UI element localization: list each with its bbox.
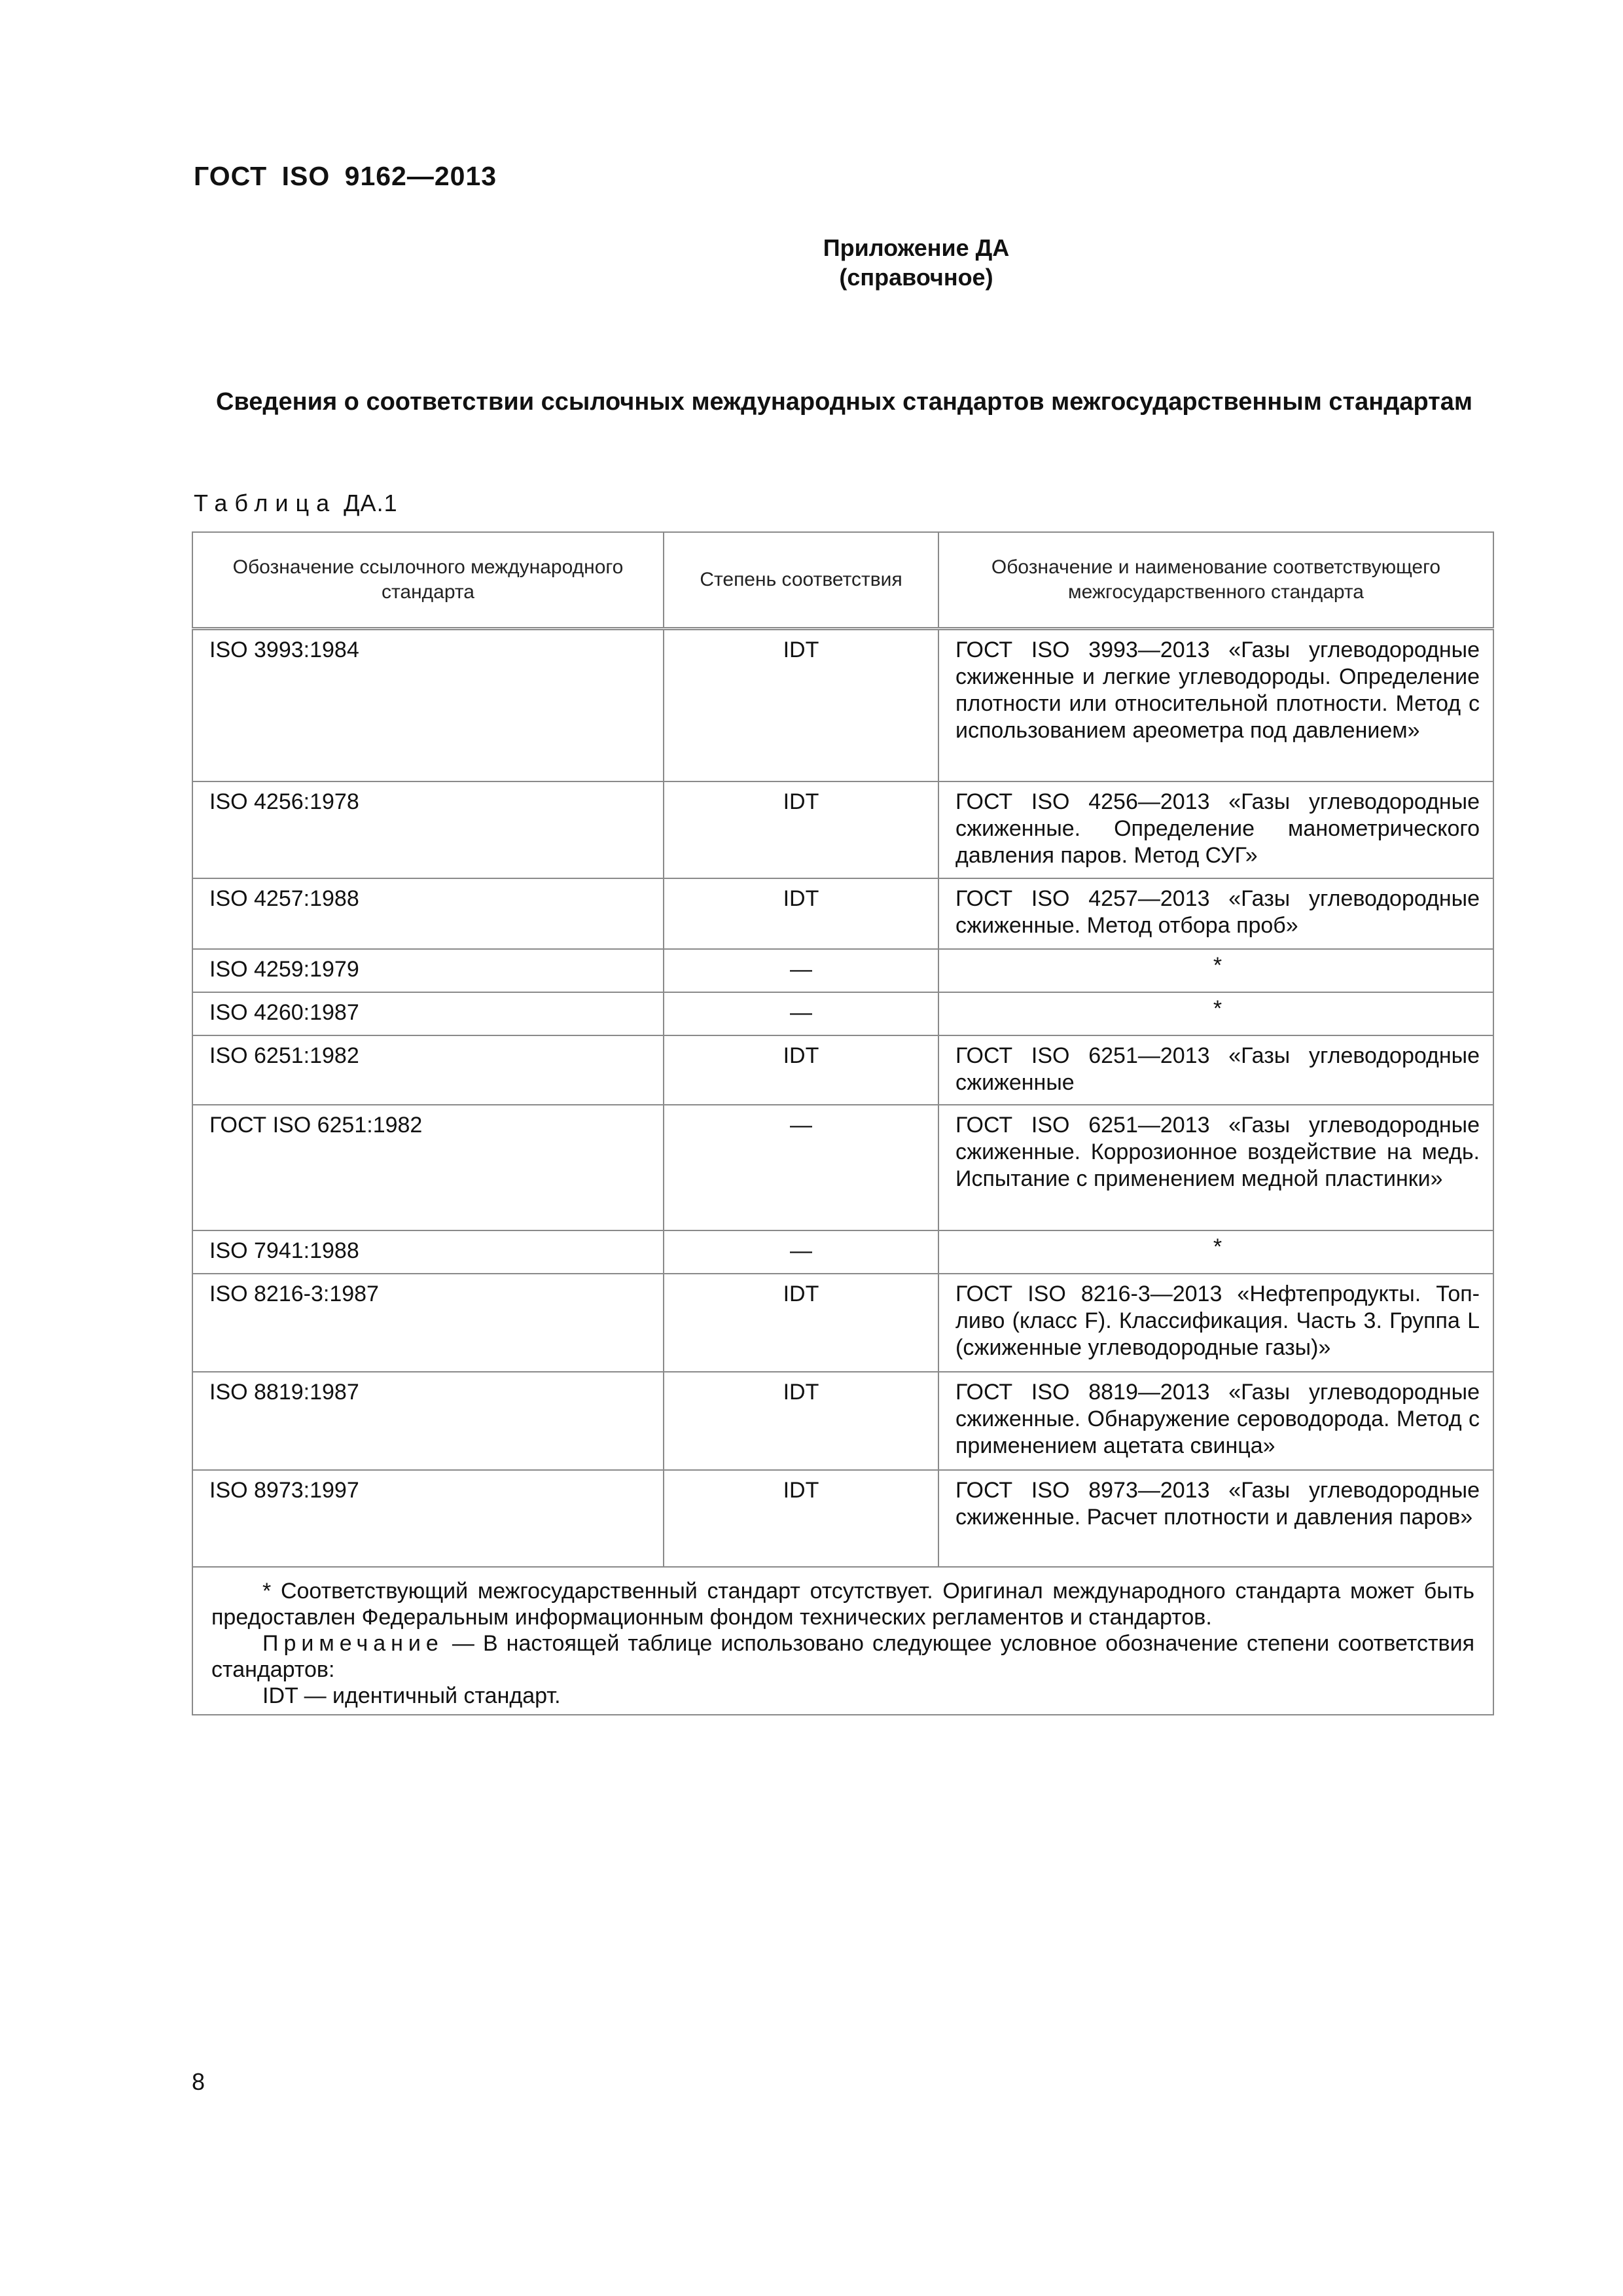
- reference-cell: ISO 7941:1988: [192, 1230, 664, 1274]
- column-header-degree: Степень соответствия: [664, 532, 938, 629]
- note-label: Примечание: [262, 1630, 444, 1656]
- table-header-row: [192, 532, 1493, 629]
- standard-name-cell: *: [938, 1230, 1493, 1274]
- table-row: [192, 629, 1493, 781]
- degree-cell: —: [664, 1230, 938, 1274]
- table-row: [192, 1035, 1493, 1105]
- standard-name-cell: ГОСТ ISO 6251—2013 «Газы углеводородные сжиженные. Коррозионное воздействие на медь. Испытание с применением медной пластинки»: [938, 1105, 1493, 1230]
- table-note: [211, 1630, 1474, 1683]
- table-notes-row: [192, 1567, 1493, 1715]
- degree-cell: IDT: [664, 629, 938, 781]
- reference-cell: ISO 8819:1987: [192, 1372, 664, 1470]
- reference-cell: ГОСТ ISO 6251:1982: [192, 1105, 664, 1230]
- degree-cell: —: [664, 992, 938, 1035]
- document-code: ГОСТ ISO 9162—2013: [194, 161, 497, 191]
- reference-cell: ISO 3993:1984: [192, 629, 664, 781]
- table-row: [192, 1274, 1493, 1372]
- standard-name-cell: ГОСТ ISO 6251—2013 «Газы углеводородные сжиженные: [938, 1035, 1493, 1105]
- reference-cell: ISO 4256:1978: [192, 781, 664, 878]
- standard-name-cell: *: [938, 992, 1493, 1035]
- standard-name-cell: ГОСТ ISO 8819—2013 «Газы углеводородные сжиженные. Обнаружение сероводорода. Метод с применением ацетата свинца»: [938, 1372, 1493, 1470]
- table-caption: [194, 490, 398, 517]
- standard-name-cell: ГОСТ ISO 3993—2013 «Газы углеводородные сжиженные и легкие углеводороды. Определение плотности или относительной плотности. Метод с использованием ареометра под давлением»: [938, 629, 1493, 781]
- reference-cell: ISO 8973:1997: [192, 1470, 664, 1567]
- table-row: [192, 1105, 1493, 1230]
- appendix-type: (справочное): [839, 264, 993, 291]
- reference-cell: ISO 4259:1979: [192, 949, 664, 992]
- table-row: [192, 781, 1493, 878]
- reference-cell: ISO 4257:1988: [192, 878, 664, 949]
- degree-cell: IDT: [664, 1035, 938, 1105]
- table-caption-word: Таблица: [194, 490, 337, 516]
- appendix-title: Приложение ДА: [823, 234, 1010, 261]
- table-notes: [192, 1567, 1493, 1715]
- degree-cell: IDT: [664, 1470, 938, 1567]
- standard-name-cell: ГОСТ ISO 4257—2013 «Газы углеводородные сжиженные. Метод отбора проб»: [938, 878, 1493, 949]
- section-title: Сведения о соответствии ссылочных международных стандартов межгосударственным стандартам: [215, 388, 1473, 416]
- table-row: [192, 992, 1493, 1035]
- reference-cell: ISO 4260:1987: [192, 992, 664, 1035]
- reference-cell: ISO 8216-3:1987: [192, 1274, 664, 1372]
- degree-cell: IDT: [664, 781, 938, 878]
- note-text: — В настоящей таблице использовано следующее условное обозначение степени соответствия стандартов:: [211, 1630, 1474, 1682]
- standard-name-cell: ГОСТ ISO 8973—2013 «Газы углеводородные сжиженные. Расчет плотности и давления паров»: [938, 1470, 1493, 1567]
- standard-name-cell: *: [938, 949, 1493, 992]
- standard-name-cell: ГОСТ ISO 8216-3—2013 «Нефтепродукты. Топливо (класс F). Классификация. Часть 3. Группа L (сжиженные углеводородные газы)»: [938, 1274, 1493, 1372]
- degree-cell: —: [664, 1105, 938, 1230]
- page-number: 8: [192, 2068, 205, 2095]
- column-header-interstate-standard: Обозначение и наименование соответствующего межгосударственного стандарта: [938, 532, 1493, 629]
- degree-cell: —: [664, 949, 938, 992]
- table-row: [192, 1230, 1493, 1274]
- idt-definition: IDT — идентичный стандарт.: [262, 1683, 561, 1708]
- table-row: [192, 1470, 1493, 1567]
- reference-cell: ISO 6251:1982: [192, 1035, 664, 1105]
- degree-cell: IDT: [664, 878, 938, 949]
- table-row: [192, 949, 1493, 992]
- degree-cell: IDT: [664, 1372, 938, 1470]
- table-row: [192, 1372, 1493, 1470]
- table-row: [192, 878, 1493, 949]
- column-header-reference: Обозначение ссылочного международного стандарта: [192, 532, 664, 629]
- degree-cell: IDT: [664, 1274, 938, 1372]
- table-footnote: * Соответствующий межгосударственный стандарт отсутствует. Оригинал международного стандарта может быть предоставлен Федеральным информационным фондом технических регламентов и стандартов.: [211, 1578, 1474, 1630]
- table-caption-number: ДА.1: [344, 490, 398, 516]
- correspondence-table: [192, 531, 1494, 1715]
- standard-name-cell: ГОСТ ISO 4256—2013 «Газы углеводородные сжиженные. Определение манометрического давления паров. Метод СУГ»: [938, 781, 1493, 878]
